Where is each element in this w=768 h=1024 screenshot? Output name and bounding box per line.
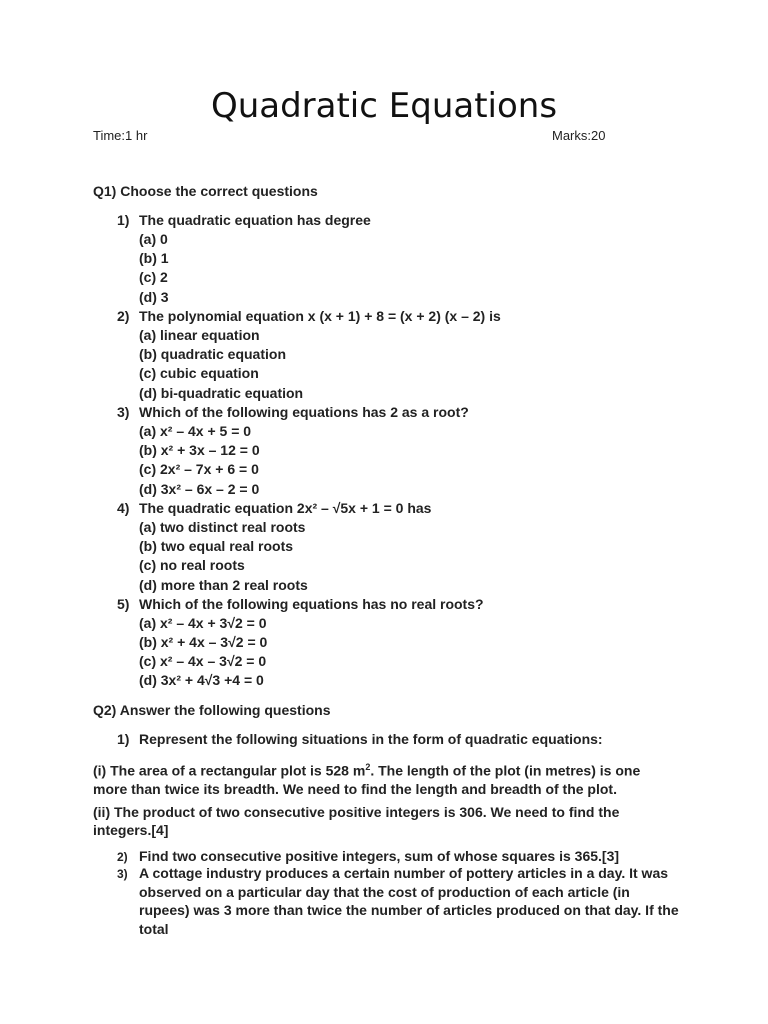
q1-item-4-number: 4) bbox=[117, 500, 130, 516]
q2-item-3-text: A cottage industry produces a certain number of pottery articles in a day. It was observed on a particular day that the cost of production of each article (in rupees) was 3 more than twice the number of articles produced on that day. If the total bbox=[139, 865, 679, 937]
q1-item-1-option-a: (a) 0 bbox=[139, 231, 168, 247]
q1-item-5-option-b: (b) x² + 4x – 3√2 = 0 bbox=[139, 634, 268, 650]
q2-part-i-end: . The length of the plot (in metres) is one more than twice its breadth. We need to find the length and breadth of the plot. bbox=[93, 762, 641, 797]
q2-part-i-start: (i) The area of a rectangular plot is 528 m bbox=[93, 762, 366, 779]
q1-item-4-option-a: (a) two distinct real roots bbox=[139, 519, 306, 535]
q2-part-i bbox=[93, 758, 673, 798]
q1-item-3-text: Which of the following equations has 2 as a root? bbox=[139, 404, 469, 420]
q1-item-2-option-a: (a) linear equation bbox=[139, 327, 260, 343]
q1-item-5-option-c: (c) x² – 4x – 3√2 = 0 bbox=[139, 653, 267, 669]
q1-item-3-option-a: (a) x² – 4x + 5 = 0 bbox=[139, 423, 252, 439]
marks-label: Marks:20 bbox=[552, 128, 606, 143]
q1-item-1-option-b: (b) 1 bbox=[139, 250, 169, 266]
q1-item-1-option-c: (c) 2 bbox=[139, 269, 168, 285]
q1-item-2-option-c: (c) cubic equation bbox=[139, 365, 259, 381]
q1-item-5-number: 5) bbox=[117, 596, 130, 612]
time-label: Time:1 hr bbox=[93, 128, 148, 143]
q1-item-3-option-c: (c) 2x² – 7x + 6 = 0 bbox=[139, 461, 259, 477]
q1-item-1-option-d: (d) 3 bbox=[139, 289, 169, 305]
q1-item-5-option-a: (a) x² – 4x + 3√2 = 0 bbox=[139, 615, 267, 631]
page-title: Quadratic Equations bbox=[210, 86, 558, 126]
q1-item-3-option-d: (d) 3x² – 6x – 2 = 0 bbox=[139, 481, 260, 497]
q1-item-4-option-b: (b) two equal real roots bbox=[139, 538, 294, 554]
q2-item-1-number: 1) bbox=[117, 731, 130, 747]
q1-item-3-number: 3) bbox=[117, 404, 130, 420]
q1-item-4-text: The quadratic equation 2x² – √5x + 1 = 0 has bbox=[139, 500, 432, 516]
q2-item-2-text: Find two consecutive positive integers, sum of whose squares is 365.[3] bbox=[139, 848, 620, 864]
q2-item-2-number: 2) bbox=[117, 850, 128, 864]
q1-item-2-number: 2) bbox=[117, 308, 130, 324]
q1-item-5-option-d: (d) 3x² + 4√3 +4 = 0 bbox=[139, 672, 264, 688]
q2-item-1-text: Represent the following situations in the form of quadratic equations: bbox=[139, 731, 603, 747]
q1-item-3-option-b: (b) x² + 3x – 12 = 0 bbox=[139, 442, 260, 458]
q1-item-1-text: The quadratic equation has degree bbox=[139, 212, 371, 228]
q1-item-5-text: Which of the following equations has no real roots? bbox=[139, 596, 484, 612]
q2-item-3-number: 3) bbox=[117, 867, 128, 881]
q1-item-2-option-d: (d) bi-quadratic equation bbox=[139, 385, 304, 401]
q1-item-2-option-b: (b) quadratic equation bbox=[139, 346, 286, 362]
q1-item-1-number: 1) bbox=[117, 212, 130, 228]
q1-heading: Q1) Choose the correct questions bbox=[93, 183, 318, 199]
q2-heading: Q2) Answer the following questions bbox=[93, 702, 331, 718]
q1-item-4-option-d: (d) more than 2 real roots bbox=[139, 577, 308, 593]
q2-part-i-superscript: 2 bbox=[365, 762, 371, 772]
q1-item-2-text: The polynomial equation x (x + 1) + 8 = (x + 2) (x – 2) is bbox=[139, 308, 501, 324]
q1-item-4-option-c: (c) no real roots bbox=[139, 557, 245, 573]
q2-part-ii: (ii) The product of two consecutive positive integers is 306. We need to find the integers.[4] bbox=[93, 804, 620, 838]
